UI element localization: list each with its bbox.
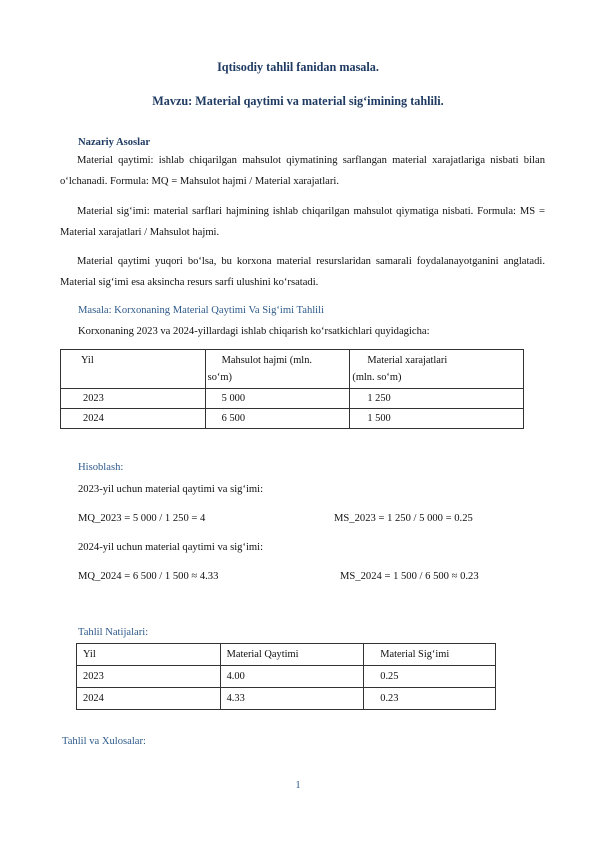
formula-ms-2023: MS_2023 = 1 250 / 5 000 = 0.25 [334,513,473,524]
problem-intro: Korxonaning 2023 va 2024-yillardagi ishlab chiqarish ko‘rsatkichlari quyidagicha: [78,326,430,337]
results-table [76,643,496,710]
table-row: 2024 4.33 0.23 [77,688,496,710]
page-number: 1 [295,780,301,791]
table-row: 2023 4.00 0.25 [77,666,496,688]
table-header-row: Yil Material Qaytimi Material Sig‘imi [77,644,496,666]
formula-mq-2023: MQ_2023 = 5 000 / 1 250 = 4 [78,513,206,524]
document-subtitle: Mavzu: Material qaytimi va material sig‘imining tahlili. [152,94,444,108]
document-title: Iqtisodiy tahlil fanidan masala. [217,60,379,74]
table-row: 2023 5 000 1 250 [61,389,524,409]
table-header-cell: Yil [61,350,206,389]
results-heading: Tahlil Natijalari: [78,627,149,638]
table-row: 2024 6 500 1 500 [61,409,524,429]
theory-heading: Nazariy Asoslar [78,137,151,148]
calculation-label-2024: 2024-yil uchun material qaytimi va sig‘imi: [78,542,264,553]
theory-paragraph-1: Material qaytimi: ishlab chiqarilgan mahsulot qiymatining sarflangan material xarajatlariga nisbati bilan o‘lchanadi. Formula: MQ = Mahsulot hajmi / Material xarajatlari. [60,155,545,187]
table-header-cell: Material xarajatlari (mln. so‘m) [350,350,524,389]
problem-heading: Masala: Korxonaning Material Qaytimi Va Sig‘imi Tahlili [78,305,325,316]
theory-paragraph-2: Material sig‘imi: material sarflari hajmining ishlab chiqarilgan mahsulot qiymatiga nisbati. Formula: MS = Material xarajatlari / Mahsulot hajmi. [60,206,545,238]
calculation-heading: Hisoblash: [78,462,124,473]
conclusion-heading: Tahlil va Xulosalar: [62,736,146,747]
input-data-table [60,349,524,429]
calculation-label-2023: 2023-yil uchun material qaytimi va sig‘imi: [78,484,264,495]
table-header-cell: Mahsulot hajmi (mln. so‘m) [205,350,350,389]
formula-mq-2024: MQ_2024 = 6 500 / 1 500 ≈ 4.33 [78,571,219,582]
theory-paragraph-3: Material qaytimi yuqori bo‘lsa, bu korxona material resurslaridan samarali foydalanayotganini anglatadi. Material sig‘imi esa aksincha resurs sarfi ulushini ko‘rsatadi. [60,256,545,288]
table-header-row [61,350,524,389]
formula-ms-2024: MS_2024 = 1 500 / 6 500 ≈ 0.23 [340,571,479,582]
